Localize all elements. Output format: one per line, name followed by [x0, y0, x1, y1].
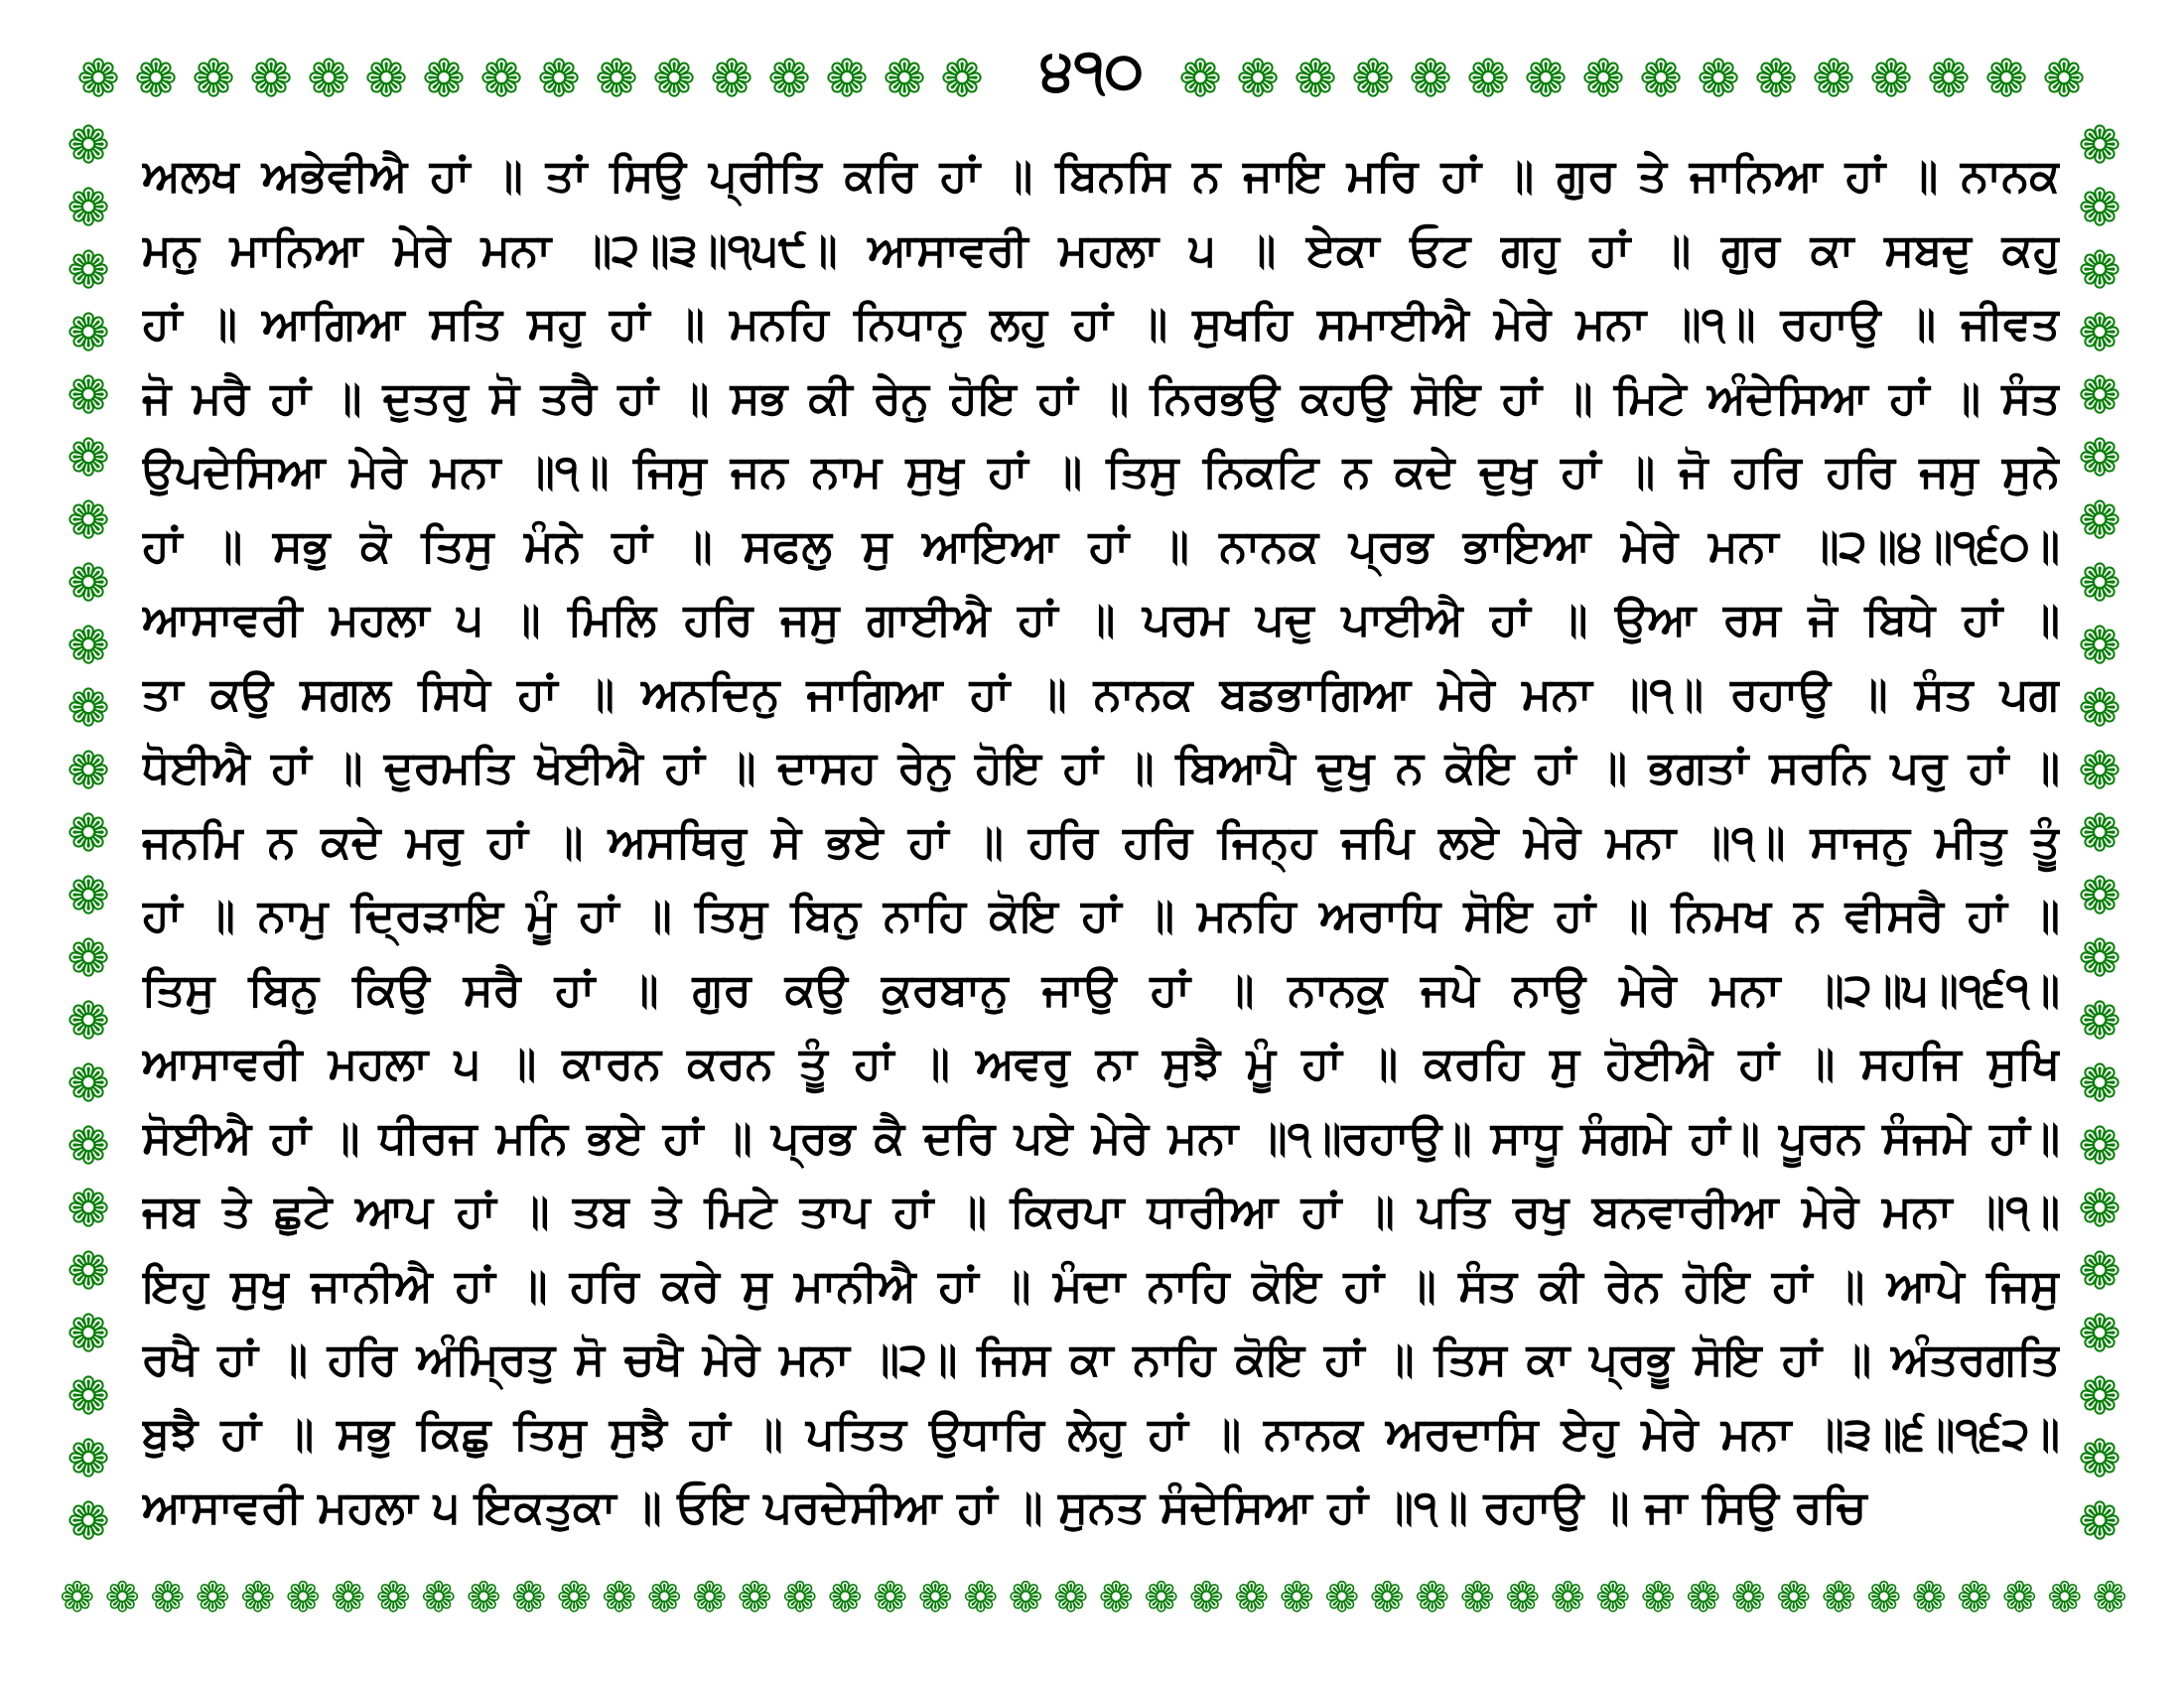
- flower-ornament-icon: ❁: [1053, 1573, 1089, 1621]
- flower-ornament-icon: ❁: [1927, 50, 1971, 109]
- flower-ornament-icon: ❁: [2078, 179, 2121, 238]
- flower-ornament-icon: ❁: [2078, 1430, 2121, 1489]
- text-line: ਰਖੈ ਹਾਂ ॥ ਹਰਿ ਅੰਮ੍ਰਿਤੁ ਸੋ ਚਖੈ ਮੇਰੇ ਮਨਾ ॥੨॥ ਜਿਸ ਕਾ ਨਾਹਿ ਕੋਇ ਹਾਂ ॥ ਤਿਸ ਕਾ ਪ੍ਰਭੂ ਸੋਇ ਹਾਂ ॥ ਅੰਤਰਗਤਿ: [142, 1333, 2060, 1385]
- flower-ornament-icon: ❁: [2078, 679, 2121, 739]
- flower-ornament-icon: ❁: [1581, 50, 1625, 109]
- text-line: ਹਾਂ ॥ ਸਭੁ ਕੋ ਤਿਸੁ ਮੰਨੇ ਹਾਂ ॥ ਸਫਲੁ ਸੁ ਆਇਆ ਹਾਂ ॥ ਨਾਨਕ ਪ੍ਰਭ ਭਾਇਆ ਮੇਰੇ ਮਨਾ ॥੨॥੪॥੧੬੦॥: [142, 518, 2060, 572]
- flower-ornament-icon: ❁: [2078, 116, 2121, 176]
- flower-ornament-icon: ❁: [1776, 1573, 1812, 1621]
- flower-ornament-icon: ❁: [67, 929, 110, 989]
- flower-ornament-icon: ❁: [1866, 1573, 1902, 1621]
- text-line: ਸੋਈਐ ਹਾਂ ॥ ਧੀਰਜ ਮਨਿ ਭਏ ਹਾਂ ॥ ਪ੍ਰਭ ਕੈ ਦਰਿ ਪਏ ਮੇਰੇ ਮਨਾ ॥੧॥ਰਹਾਉ॥ ਸਾਧੂ ਸੰਗਮੇ ਹਾਂ॥ ਪੂਰਨ ਸੰਜਮੇ ਹਾਂ॥: [142, 1110, 2060, 1164]
- flower-ornament-icon: ❁: [2042, 50, 2086, 109]
- flower-ornament-icon: ❁: [1595, 1573, 1631, 1621]
- text-line: ਅਲਖ ਅਭੇਵੀਐ ਹਾਂ ॥ ਤਾਂ ਸਿਉ ਪ੍ਰੀਤਿ ਕਰਿ ਹਾਂ ॥ ਬਿਨਸਿ ਨ ਜਾਇ ਮਰਿ ਹਾਂ ॥ ਗੁਰ ਤੇ ਜਾਨਿਆ ਹਾਂ ॥ ਨਾਨਕ: [142, 149, 2060, 202]
- flower-ornament-icon: ❁: [1466, 50, 1510, 109]
- flower-ornament-icon: ❁: [2078, 617, 2121, 676]
- flower-ornament-icon: ❁: [710, 50, 753, 109]
- flower-ornament-icon: ❁: [692, 1573, 728, 1621]
- text-line: ਆਸਾਵਰੀ ਮਹਲਾ ੫ ॥ ਕਾਰਨ ਕਰਨ ਤੂੰ ਹਾਂ ॥ ਅਵਰੁ ਨਾ ਸੁਝੈ ਮੂੰ ਹਾਂ ॥ ਕਰਹਿ ਸੁ ਹੋਈਐ ਹਾਂ ॥ ਸਹਜਿ ਸੁਖਿ: [142, 1037, 2060, 1089]
- flower-ornament-icon: ❁: [150, 1573, 186, 1621]
- flower-ornament-icon: ❁: [67, 1180, 110, 1239]
- flower-ornament-icon: ❁: [1234, 1573, 1270, 1621]
- flower-ornament-icon: ❁: [2078, 929, 2121, 989]
- flower-ornament-icon: ❁: [2001, 1573, 2037, 1621]
- flower-ornament-icon: ❁: [67, 1492, 110, 1552]
- flower-ornament-icon: ❁: [67, 1430, 110, 1489]
- flower-ornament-icon: ❁: [67, 742, 110, 801]
- flower-ornament-icon: ❁: [2078, 1180, 2121, 1239]
- flower-ornament-icon: ❁: [134, 50, 178, 109]
- flower-ornament-icon: ❁: [1697, 50, 1740, 109]
- flower-ornament-icon: ❁: [1957, 1573, 1992, 1621]
- flower-ornament-icon: ❁: [67, 1367, 110, 1427]
- flower-ornament-icon: ❁: [67, 1305, 110, 1364]
- flower-ornament-icon: ❁: [1869, 50, 1913, 109]
- flower-ornament-icon: ❁: [602, 1573, 637, 1621]
- flower-ornament-icon: ❁: [1640, 1573, 1676, 1621]
- flower-ornament-icon: ❁: [1409, 50, 1452, 109]
- flower-ornament-icon: ❁: [1178, 50, 1222, 109]
- text-line: ਆਸਾਵਰੀ ਮਹਲਾ ੫ ॥ ਮਿਲਿ ਹਰਿ ਜਸੁ ਗਾਈਐ ਹਾਂ ॥ ਪਰਮ ਪਦੁ ਪਾਈਐ ਹਾਂ ॥ ਉਆ ਰਸ ਜੋ ਬਿਧੇ ਹਾਂ ॥: [142, 593, 2060, 645]
- flower-ornament-icon: ❁: [737, 1573, 772, 1621]
- text-line: ਬੁਝੈ ਹਾਂ ॥ ਸਭੁ ਕਿਛੁ ਤਿਸੁ ਸੁਝੈ ਹਾਂ ॥ ਪਤਿਤ ਉਧਾਰਿ ਲੇਹੁ ਹਾਂ ॥ ਨਾਨਕ ਅਰਦਾਸਿ ਏਹੁ ਮੇਰੇ ਮਨਾ ॥੩॥੬॥੧੬੨॥: [142, 1406, 2060, 1460]
- flower-ornament-icon: ❁: [1821, 1573, 1856, 1621]
- flower-ornament-icon: ❁: [873, 1573, 908, 1621]
- flower-ornament-icon: ❁: [1415, 1573, 1450, 1621]
- flower-ornament-icon: ❁: [67, 867, 110, 926]
- flower-ornament-icon: ❁: [104, 1573, 140, 1621]
- flower-ornament-icon: ❁: [825, 50, 869, 109]
- flower-ornament-icon: ❁: [2078, 867, 2121, 926]
- flower-ornament-icon: ❁: [537, 50, 581, 109]
- flower-ornament-icon: ❁: [67, 1242, 110, 1302]
- flower-ornament-icon: ❁: [883, 50, 926, 109]
- flower-ornament-icon: ❁: [1188, 1573, 1224, 1621]
- flower-ornament-icon: ❁: [2078, 1367, 2121, 1427]
- text-line: ਮਨੁ ਮਾਨਿਆ ਮੇਰੇ ਮਨਾ ॥੨॥੩॥੧੫੯॥ ਆਸਾਵਰੀ ਮਹਲਾ ੫ ॥ ਏਕਾ ਓਟ ਗਹੁ ਹਾਂ ॥ ਗੁਰ ਕਾ ਸਬਦੁ ਕਹੁ: [142, 222, 2060, 276]
- flower-ornament-icon: ❁: [2078, 429, 2121, 489]
- left-border-flowers: [60, 115, 117, 1554]
- flower-ornament-icon: ❁: [940, 50, 984, 109]
- flower-ornament-icon: ❁: [963, 1573, 999, 1621]
- flower-ornament-icon: ❁: [67, 366, 110, 426]
- flower-ornament-icon: ❁: [1911, 1573, 1947, 1621]
- flower-ornament-icon: ❁: [1008, 1573, 1043, 1621]
- flower-ornament-icon: ❁: [67, 1117, 110, 1177]
- flower-ornament-icon: ❁: [1098, 1573, 1134, 1621]
- flower-ornament-icon: ❁: [2092, 1573, 2127, 1621]
- flower-ornament-icon: ❁: [67, 617, 110, 676]
- flower-ornament-icon: ❁: [2078, 1305, 2121, 1364]
- flower-ornament-icon: ❁: [1812, 50, 1855, 109]
- flower-ornament-icon: ❁: [60, 1573, 95, 1621]
- text-line: ਤਿਸੁ ਬਿਨੁ ਕਿਉ ਸਰੈ ਹਾਂ ॥ ਗੁਰ ਕਉ ਕੁਰਬਾਨੁ ਜਾਉ ਹਾਂ ॥ ਨਾਨਕੁ ਜਪੇ ਨਾਉ ਮੇਰੇ ਮਨਾ ॥੨॥੫॥੧੬੧॥: [142, 962, 2060, 1016]
- flower-ornament-icon: ❁: [67, 492, 110, 551]
- flower-ornament-icon: ❁: [595, 50, 638, 109]
- flower-ornament-icon: ❁: [2078, 554, 2121, 614]
- flower-ornament-icon: ❁: [2078, 742, 2121, 801]
- flower-ornament-icon: ❁: [422, 50, 466, 109]
- flower-ornament-icon: ❁: [421, 1573, 457, 1621]
- flower-ornament-icon: ❁: [67, 554, 110, 614]
- page-number: ੪੧੦: [1040, 36, 1144, 103]
- flower-ornament-icon: ❁: [249, 50, 293, 109]
- flower-ornament-icon: ❁: [2078, 1055, 2121, 1114]
- flower-ornament-icon: ❁: [2078, 492, 2121, 551]
- flower-ornament-icon: ❁: [556, 1573, 592, 1621]
- flower-ornament-icon: ❁: [2078, 1117, 2121, 1177]
- flower-ornament-icon: ❁: [2078, 366, 2121, 426]
- flower-ornament-icon: ❁: [2078, 304, 2121, 363]
- bottom-border-flowers: [55, 1569, 2132, 1628]
- text-line: ਜਨਮਿ ਨ ਕਦੇ ਮਰੁ ਹਾਂ ॥ ਅਸਥਿਰੁ ਸੇ ਭਏ ਹਾਂ ॥ ਹਰਿ ਹਰਿ ਜਿਨ੍ਹ ਜਪਿ ਲਏ ਮੇਰੇ ਮਨਾ ॥੧॥ ਸਾਜਨੁ ਮੀਤੁ ਤੂੰ: [142, 814, 2060, 868]
- flower-ornament-icon: ❁: [2078, 1492, 2121, 1552]
- flower-ornament-icon: ❁: [67, 429, 110, 489]
- flower-ornament-icon: ❁: [767, 50, 811, 109]
- flower-ornament-icon: ❁: [917, 1573, 953, 1621]
- flower-ornament-icon: ❁: [1294, 50, 1337, 109]
- flower-ornament-icon: ❁: [67, 304, 110, 363]
- text-line: ਆਸਾਵਰੀ ਮਹਲਾ ੫ ਇਕਤੁਕਾ ॥ ਓਇ ਪਰਦੇਸੀਆ ਹਾਂ ॥ ਸੁਨਤ ਸੰਦੇਸਿਆ ਹਾਂ ॥੧॥ ਰਹਾਉ ॥ ਜਾ ਸਿਉ ਰਚਿ: [142, 1480, 1867, 1533]
- text-line: ਜੋ ਮਰੈ ਹਾਂ ॥ ਦੁਤਰੁ ਸੋ ਤਰੈ ਹਾਂ ॥ ਸਭ ਕੀ ਰੇਨੁ ਹੋਇ ਹਾਂ ॥ ਨਿਰਭਉ ਕਹਉ ਸੋਇ ਹਾਂ ॥ ਮਿਟੇ ਅੰਦੇਸਿਆ ਹਾਂ ॥ ਸੰਤ: [142, 370, 2060, 424]
- flower-ornament-icon: ❁: [192, 50, 235, 109]
- flower-ornament-icon: ❁: [466, 1573, 501, 1621]
- flower-ornament-icon: ❁: [67, 179, 110, 238]
- flower-ornament-icon: ❁: [2078, 241, 2121, 301]
- scripture-text-block: [142, 139, 2060, 1545]
- flower-ornament-icon: ❁: [364, 50, 408, 109]
- text-line: ਉਪਦੇਸਿਆ ਮੇਰੇ ਮਨਾ ॥੧॥ ਜਿਸੁ ਜਨ ਨਾਮ ਸੁਖੁ ਹਾਂ ॥ ਤਿਸੁ ਨਿਕਟਿ ਨ ਕਦੇ ਦੁਖੁ ਹਾਂ ॥ ਜੋ ਹਰਿ ਹਰਿ ਜਸੁ ਸੁਨੇ: [142, 445, 2060, 497]
- text-line: ਇਹੁ ਸੁਖੁ ਜਾਨੀਐ ਹਾਂ ॥ ਹਰਿ ਕਰੇ ਸੁ ਮਾਨੀਐ ਹਾਂ ॥ ਮੰਦਾ ਨਾਹਿ ਕੋਇ ਹਾਂ ॥ ਸੰਤ ਕੀ ਰੇਨ ਹੋਇ ਹਾਂ ॥ ਆਪੇ ਜਿਸੁ: [142, 1258, 2060, 1312]
- flower-ornament-icon: ❁: [646, 1573, 682, 1621]
- flower-ornament-icon: ❁: [375, 1573, 411, 1621]
- flower-ornament-icon: ❁: [2078, 1242, 2121, 1302]
- flower-ornament-icon: ❁: [1550, 1573, 1585, 1621]
- flower-ornament-icon: ❁: [307, 50, 350, 109]
- flower-ornament-icon: ❁: [67, 116, 110, 176]
- flower-ornament-icon: ❁: [782, 1573, 818, 1621]
- top-border-right-flowers: [1171, 50, 2093, 109]
- flower-ornament-icon: ❁: [195, 1573, 230, 1621]
- flower-ornament-icon: ❁: [285, 1573, 321, 1621]
- text-line: ਹਾਂ ॥ ਨਾਮੁ ਦ੍ਰਿੜਾਇ ਮੂੰ ਹਾਂ ॥ ਤਿਸੁ ਬਿਨੁ ਨਾਹਿ ਕੋਇ ਹਾਂ ॥ ਮਨਹਿ ਅਰਾਧਿ ਸੋਇ ਹਾਂ ॥ ਨਿਮਖ ਨ ਵੀਸਰੈ ਹਾਂ ॥: [142, 889, 2060, 941]
- text-line: ਹਾਂ ॥ ਆਗਿਆ ਸਤਿ ਸਹੁ ਹਾਂ ॥ ਮਨਹਿ ਨਿਧਾਨੁ ਲਹੁ ਹਾਂ ॥ ਸੁਖਹਿ ਸਮਾਈਐ ਮੇਰੇ ਮਨਾ ॥੧॥ ਰਹਾਉ ॥ ਜੀਵਤ: [142, 297, 2060, 350]
- flower-ornament-icon: ❁: [67, 241, 110, 301]
- flower-ornament-icon: ❁: [1686, 1573, 1721, 1621]
- flower-ornament-icon: ❁: [511, 1573, 547, 1621]
- flower-ornament-icon: ❁: [67, 679, 110, 739]
- flower-ornament-icon: ❁: [1236, 50, 1280, 109]
- flower-ornament-icon: ❁: [827, 1573, 863, 1621]
- top-border-left-flowers: [69, 50, 991, 109]
- flower-ornament-icon: ❁: [331, 1573, 366, 1621]
- text-line: ਤਾ ਕਉ ਸਗਲ ਸਿਧੇ ਹਾਂ ॥ ਅਨਦਿਨੁ ਜਾਗਿਆ ਹਾਂ ॥ ਨਾਨਕ ਬਡਭਾਗਿਆ ਮੇਰੇ ਮਨਾ ॥੧॥ ਰਹਾਉ ॥ ਸੰਤ ਪਗ: [142, 666, 2060, 720]
- flower-ornament-icon: ❁: [652, 50, 696, 109]
- flower-ornament-icon: ❁: [1524, 50, 1568, 109]
- flower-ornament-icon: ❁: [1369, 1573, 1405, 1621]
- flower-ornament-icon: ❁: [1324, 1573, 1360, 1621]
- flower-ornament-icon: ❁: [1279, 1573, 1314, 1621]
- flower-ornament-icon: ❁: [1505, 1573, 1541, 1621]
- flower-ornament-icon: ❁: [67, 1055, 110, 1114]
- flower-ornament-icon: ❁: [1639, 50, 1683, 109]
- flower-ornament-icon: ❁: [2078, 804, 2121, 864]
- text-line: ਜਬ ਤੇ ਛੁਟੇ ਆਪ ਹਾਂ ॥ ਤਬ ਤੇ ਮਿਟੇ ਤਾਪ ਹਾਂ ॥ ਕਿਰਪਾ ਧਾਰੀਆ ਹਾਂ ॥ ਪਤਿ ਰਖੁ ਬਨਵਾਰੀਆ ਮੇਰੇ ਮਨਾ ॥੧॥: [142, 1185, 2060, 1237]
- flower-ornament-icon: ❁: [67, 804, 110, 864]
- flower-ornament-icon: ❁: [2078, 992, 2121, 1052]
- flower-ornament-icon: ❁: [240, 1573, 276, 1621]
- flower-ornament-icon: ❁: [1984, 50, 2028, 109]
- right-border-flowers: [2071, 115, 2128, 1554]
- flower-ornament-icon: ❁: [1351, 50, 1395, 109]
- flower-ornament-icon: ❁: [1459, 1573, 1495, 1621]
- flower-ornament-icon: ❁: [1754, 50, 1798, 109]
- flower-ornament-icon: ❁: [76, 50, 120, 109]
- flower-ornament-icon: ❁: [2047, 1573, 2083, 1621]
- text-line: ਧੋਈਐ ਹਾਂ ॥ ਦੁਰਮਤਿ ਖੋਈਐ ਹਾਂ ॥ ਦਾਸਹ ਰੇਨੁ ਹੋਇ ਹਾਂ ॥ ਬਿਆਪੈ ਦੁਖੁ ਨ ਕੋਇ ਹਾਂ ॥ ਭਗਤਾਂ ਸਰਨਿ ਪਰੁ ਹਾਂ ॥: [142, 741, 2060, 793]
- flower-ornament-icon: ❁: [1144, 1573, 1179, 1621]
- flower-ornament-icon: ❁: [67, 992, 110, 1052]
- flower-ornament-icon: ❁: [479, 50, 523, 109]
- flower-ornament-icon: ❁: [1730, 1573, 1766, 1621]
